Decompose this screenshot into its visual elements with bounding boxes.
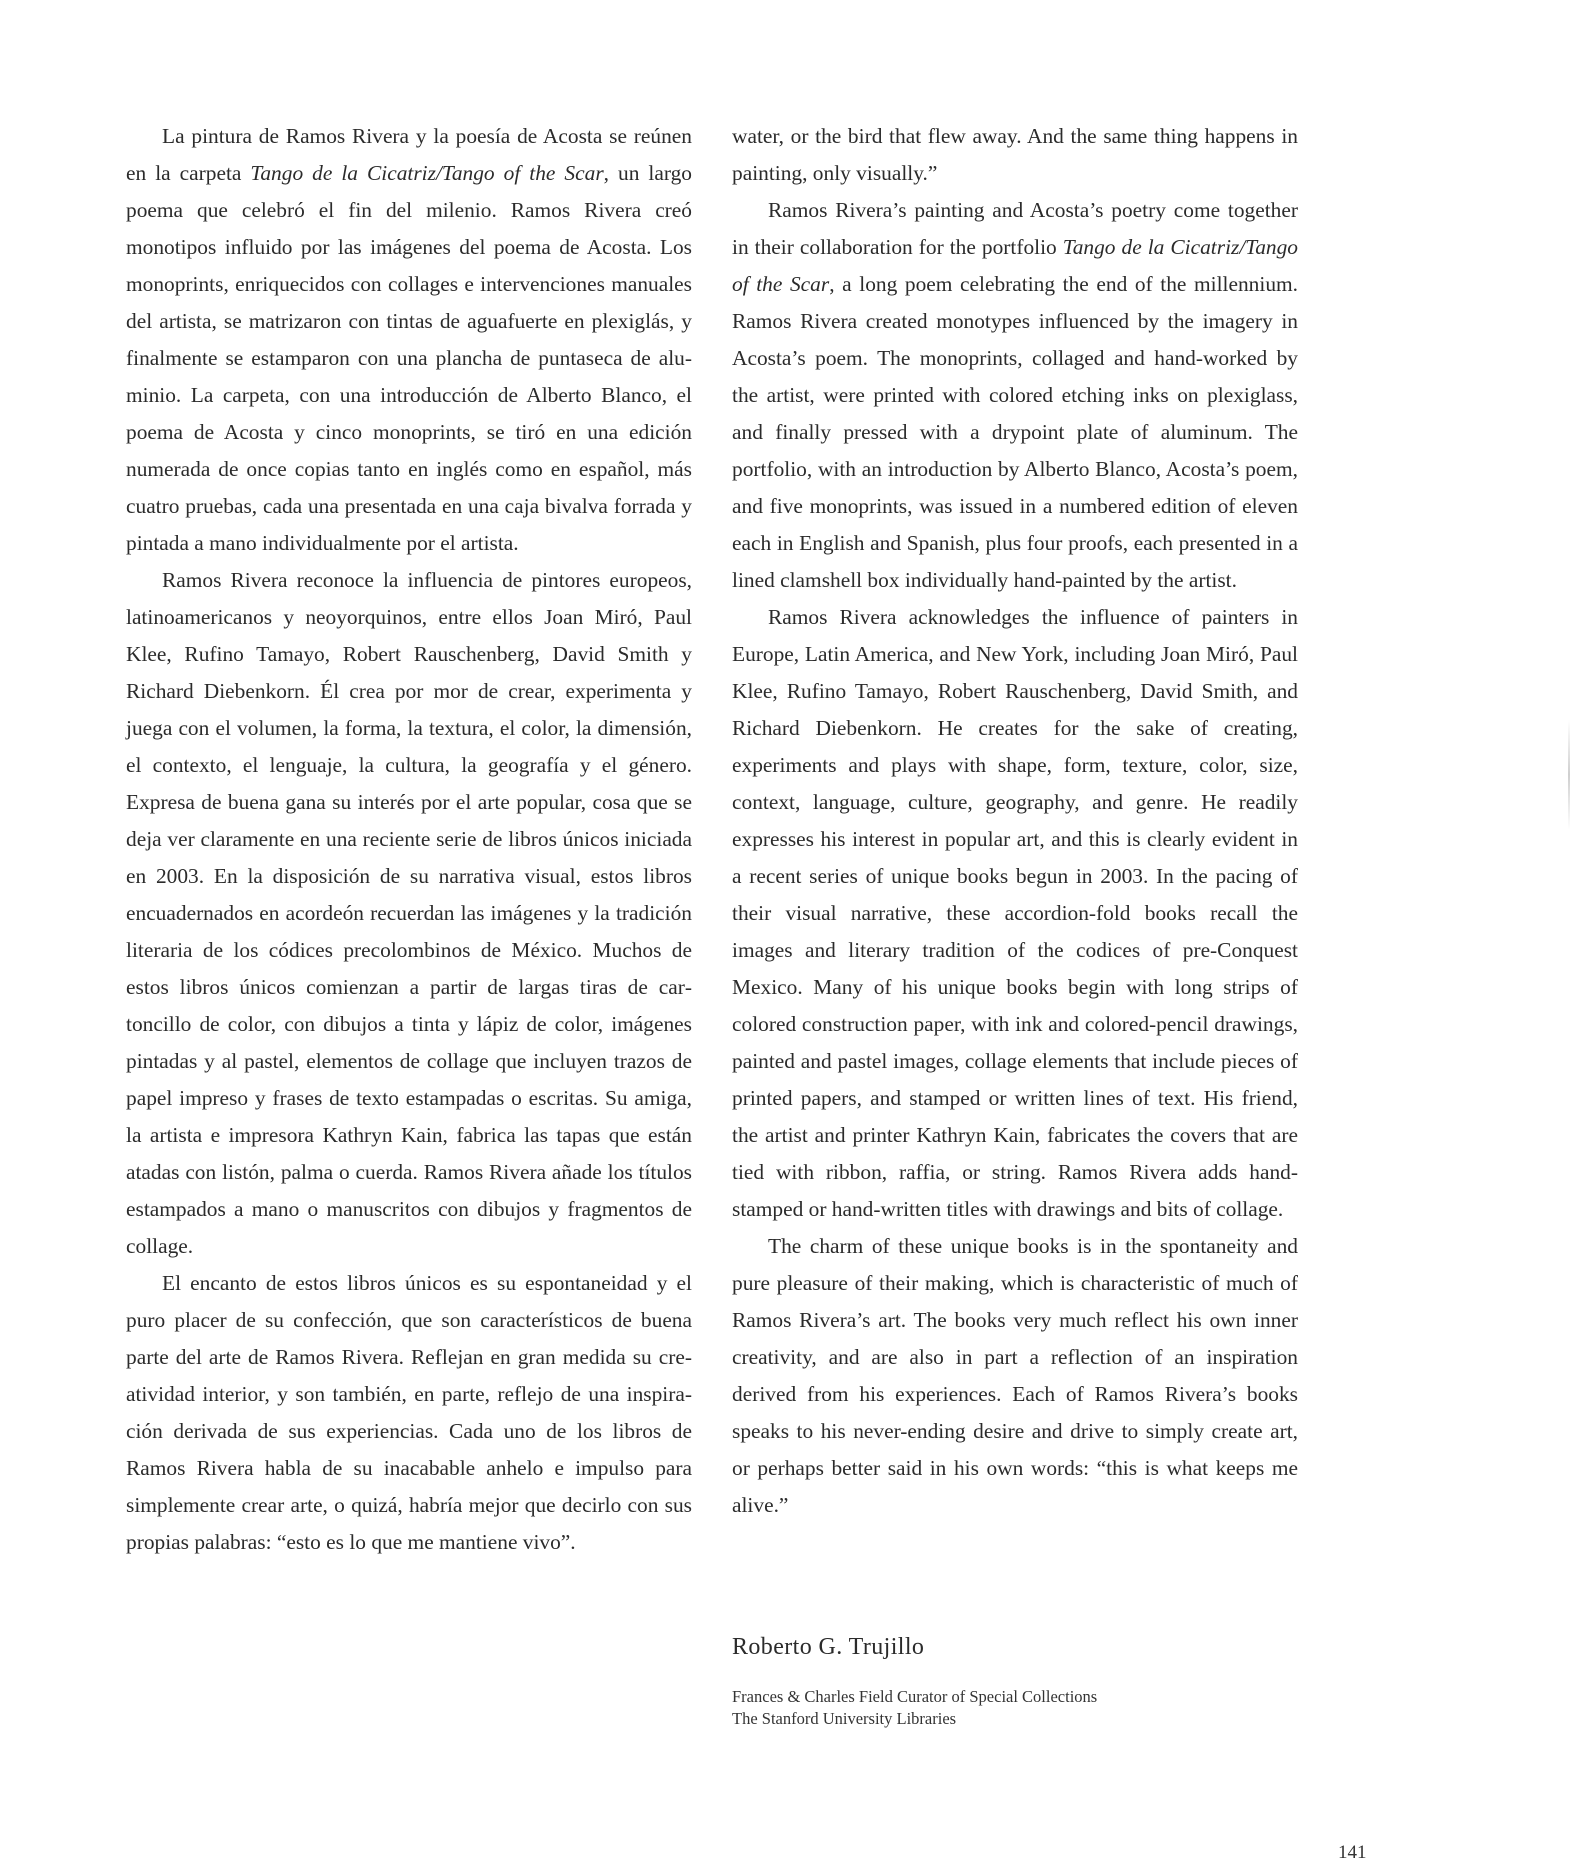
author-affiliation xyxy=(732,1686,1432,1730)
author-title-line: Frances & Charles Field Curator of Special Collections xyxy=(732,1687,1098,1706)
spanish-paragraph-portfolio xyxy=(126,118,692,562)
text-run: , un largo poema que celebró el fin del milenio. Ramos Rivera creó monotipos influido por las imágenes del poema de Acosta. Los monoprints, enriquecidos con collages e intervenciones manuales del artista, se matrizaron con tintas de aguafuerte en plexiglás, y finalmente se estamparon con una plancha de puntaseca de aluminio. La carpeta, con una introducción de Alberto Blanco, el poema de Acosta y cinco monoprints, se tiró en una edición numerada de once copias tanto en inglés como en español, más cuatro pruebas, cada una presentada en una caja bivalva forrada y pintada a mano individualmente por el artista. xyxy=(126,161,692,555)
text-run: , a long poem celebrating the end of the millennium. Ramos Rivera created monotypes influenced by the imagery in Acosta’s poem. The monoprints, collaged and hand-worked by the artist, were printed with colored etching inks on plexiglass, and finally pressed with a drypoint plate of aluminum. The portfolio, with an introduction by Alberto Blanco, Acosta’s poem, and five monoprints, was issued in a numbered edition of eleven each in English and Spanish, plus four proofs, each presented in a lined clamshell box individually hand-painted by the artist. xyxy=(732,272,1298,592)
spanish-text-column xyxy=(126,118,692,1561)
text-run: La pintura de Ramos Rivera y la poesía de Acosta se reúnen en la carpeta xyxy=(126,124,692,185)
english-paragraph-continuation: water, or the bird that flew away. And the same thing happens in painting, only visually.” xyxy=(732,124,1298,185)
spanish-paragraph-influences: Ramos Rivera reconoce la influencia de pintores europeos, latinoamericanos y neoyorquinos, entre ellos Joan Miró, Paul Klee, Rufino Tamayo, Robert Rauschenberg, David Smith y Richard Diebenkorn. Él crea por mor de crear, experimenta y juega con el volumen, la forma, la textura, el color, la dimensión, el contexto, el lenguaje, la cultura, la geografía y el género. Expresa de buena gana su interés por el arte popular, cosa que se deja ver claramente en una reciente serie de libros únicos iniciada en 2003. En la disposición de su narrativa visual, estos libros encuadernados en acordeón recuerdan las imágenes y la tradición literaria de los códices precolombinos de México. Muchos de estos libros únicos comienzan a partir de largas tiras de cartoncillo de color, con dibujos a tinta y lápiz de color, imágenes pintadas y al pastel, elementos de collage que incluyen trazos de papel impreso y frases de texto estampadas o escritas. Su amiga, la artista e impresora Kathryn Kain, fabrica las tapas que están atadas con listón, palma o cuerda. Ramos Rivera añade los títulos estampados a mano o manuscritos con dibujos y fragmentos de collage. xyxy=(126,568,692,1258)
scan-edge-mark xyxy=(1568,720,1570,830)
author-institution-line: The Stanford University Libraries xyxy=(732,1709,957,1728)
english-paragraph-charm: The charm of these unique books is in the spontaneity and pure pleasure of their making, which is characteristic of much of Ramos Rivera’s art. The books very much reflect his own inner creativity, and are also in part a reflection of an inspiration derived from his experiences. Each of Ramos Rivera’s books speaks to his never-ending desire and drive to simply create art, or perhaps better said in his own words: “this is what keeps me alive.” xyxy=(732,1234,1298,1517)
english-paragraph-influences: Ramos Rivera acknowledges the influence of painters in Europe, Latin America, and New York, including Joan Miró, Paul Klee, Rufino Tamayo, Robert Rauschenberg, David Smith, and Richard Diebenkorn. He creates for the sake of creating, experiments and plays with shape, form, texture, color, size, context, language, culture, geography, and genre. He readily expresses his interest in popular art, and this is clearly evident in a recent series of unique books begun in 2003. In the pacing of their visual narrative, these accordion-fold books recall the images and literary tradition of the codices of pre-Conquest Mexico. Many of his unique books begin with long strips of colored construction paper, with ink and colored-pencil drawings, painted and pastel images, collage elements that include pieces of printed papers, and stamped or written lines of text. His friend, the artist and printer Kathryn Kain, fabricates the covers that are tied with ribbon, raffia, or string. Ramos Rivera adds hand-stamped or hand-written titles with drawings and bits of collage. xyxy=(732,605,1298,1221)
english-text-column xyxy=(732,118,1298,1524)
english-paragraph-portfolio xyxy=(732,192,1298,599)
page-number: 141 xyxy=(1338,1842,1367,1863)
text-run: Ramos Rivera’s painting and Acosta’s poetry come together in their collaboration for the portfolio xyxy=(732,198,1298,259)
portfolio-title-italic: Tango de la Cicatriz/Tango of the Scar xyxy=(732,235,1298,296)
portfolio-title-italic: Tango de la Cicatriz/Tango of the Scar xyxy=(250,161,604,185)
spanish-paragraph-charm: El encanto de estos libros únicos es su espontaneidad y el puro placer de su confección, que son característicos de buena parte del arte de Ramos Rivera. Reflejan en gran medida su creatividad interior, y son también, en parte, reflejo de una inspiración derivada de sus experiencias. Cada uno de los libros de Ramos Rivera habla de su inacabable anhelo e impulso para simplemente crear arte, o quizá, habría mejor que decirlo con sus propias palabras: “esto es lo que me mantiene vivo”. xyxy=(126,1271,692,1554)
author-signature-block xyxy=(732,1632,1432,1730)
author-name: Roberto G. Trujillo xyxy=(732,1634,925,1660)
